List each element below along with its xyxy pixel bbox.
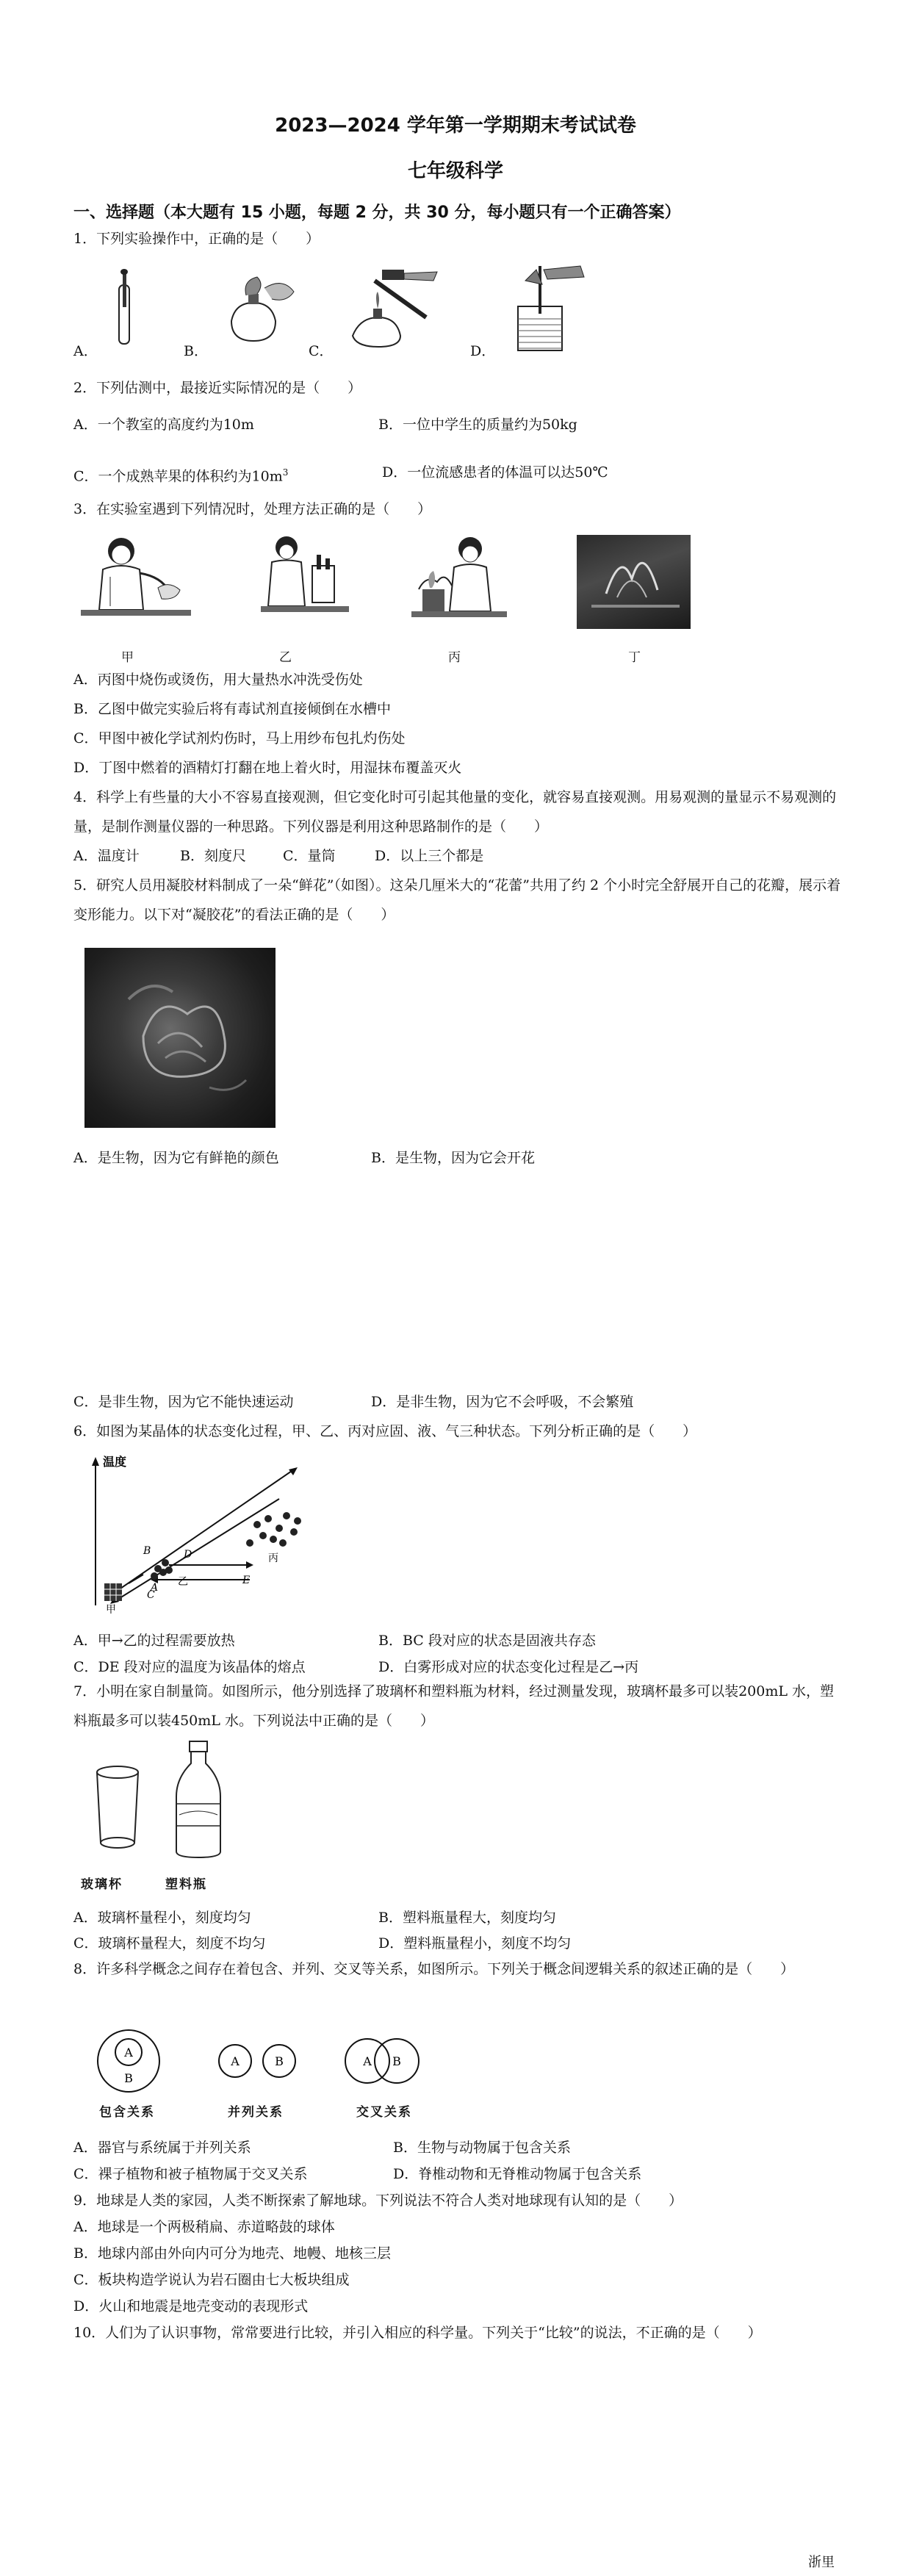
q10-stem: 10．人们为了认识事物，常常要进行比较，并引入相应的科学量。下列关于“比较”的说法，不正确的是（ ） — [73, 2325, 762, 2341]
q8-inclusion-label-b: B — [124, 2071, 133, 2085]
q8-option-c: C．裸子植物和被子植物属于交叉关系 — [73, 2166, 308, 2182]
q3-stem: 3．在实验室遇到下列情况时，处理方法正确的是（ ） — [73, 501, 432, 517]
q8-intersect-label-a: A — [363, 2054, 372, 2068]
q5-option-d: D．是非生物，因为它不会呼吸，不会繁殖 — [371, 1394, 634, 1410]
q7-option-c: C．玻璃杯量程大，刻度不均匀 — [73, 1935, 266, 1951]
q3-option-c: C．甲图中被化学试剂灼伤时，马上用纱布包扎灼伤处 — [73, 730, 406, 746]
q7-option-a: A．玻璃杯量程小，刻度均匀 — [73, 1910, 251, 1926]
q6-y-axis-label: 温度 — [103, 1455, 127, 1469]
q3-caption-jia: 甲 — [121, 650, 134, 665]
q1-stem: 1．下列实验操作中，正确的是（ ） — [73, 231, 320, 247]
q6-state-change-graph — [73, 1451, 323, 1616]
q9-option-d: D．火山和地震是地壳变动的表现形式 — [73, 2298, 309, 2314]
q6-solid-to-gas-arrow — [107, 1467, 298, 1598]
q1-option-a: A． — [73, 343, 98, 359]
section-heading: 一、选择题（本大题有 15 小题，每题 2 分，共 30 分，每小题只有一个正确答案） — [73, 204, 681, 222]
q8-option-b: B．生物与动物属于包含关系 — [393, 2140, 571, 2156]
q6-point-d: D — [184, 1549, 192, 1561]
q8-caption-inclusion: 包含关系 — [99, 2105, 155, 2120]
q8-parallel-label-a: A — [231, 2054, 240, 2068]
q3-caption-yi: 乙 — [279, 650, 292, 665]
q5-option-c: C．是非生物，因为它不能快速运动 — [73, 1394, 294, 1410]
q4-option-a: A．温度计 — [73, 848, 140, 864]
q8-option-d: D．脊椎动物和无脊椎动物属于包含关系 — [393, 2166, 642, 2182]
q1-option-d: D． — [470, 343, 496, 359]
q1-figure-d-dropper-beaker — [500, 266, 595, 354]
q4-option-d: D．以上三个都是 — [375, 848, 484, 864]
q6-solid-block — [104, 1583, 122, 1601]
q7-plastic-bottle — [169, 1741, 228, 1859]
q6-option-d: D．白雾形成对应的状态变化过程是乙→丙 — [378, 1659, 639, 1675]
q6-point-c: C — [147, 1589, 155, 1601]
q8-parallel-label-b: B — [275, 2054, 284, 2068]
q6-option-b: B．BC 段对应的状态是固液共存态 — [378, 1633, 596, 1649]
footer-mark: 浙里 — [808, 2555, 835, 2570]
q3-caption-ding: 丁 — [628, 650, 641, 665]
q3-caption-bing: 丙 — [448, 650, 461, 665]
q6-option-c: C．DE 段对应的温度为该晶体的熔点 — [73, 1659, 306, 1675]
q2-option-c: C．一个成熟苹果的体积约为$10m^3$ — [73, 467, 289, 485]
q5-option-b: B．是生物，因为它会开花 — [371, 1150, 535, 1166]
q9-option-c: C．板块构造学说认为岩石圈由七大板块组成 — [73, 2272, 350, 2288]
q2-option-a: A．一个教室的高度约为10m — [73, 417, 254, 433]
q8-option-a: A．器官与系统属于并列关系 — [73, 2140, 251, 2156]
q8-parallel-circles — [219, 2045, 295, 2077]
q7-option-b: B．塑料瓶量程大，刻度均匀 — [378, 1910, 556, 1926]
q3-option-b: B．乙图中做完实验后将有毒试剂直接倾倒在水槽中 — [73, 701, 391, 717]
q8-inclusion-circles — [98, 2030, 159, 2092]
q8-inclusion-label-a: A — [124, 2046, 133, 2059]
q9-stem: 9．地球是人类的家园，人类不断探索了解地球。下列说法不符合人类对地球现有认知的是（ ） — [73, 2192, 683, 2209]
q1-figure-b-lamp — [213, 273, 301, 347]
q7-option-d: D．塑料瓶量程小，刻度不均匀 — [378, 1935, 572, 1951]
q3-option-d: D．丁图中燃着的酒精灯打翻在地上着火时，用湿抹布覆盖灭火 — [73, 760, 462, 776]
q1-figure-a-dropper — [103, 270, 147, 351]
q4-stem: 4．科学上有些量的大小不容易直接观测，但它变化时可引起其他量的变化，就容易直接观测。用易观测的量显示不易观测的量，是制作测量仪器的一种思路。下列仪器是利用这种思路制作的是（ ） — [73, 789, 837, 835]
q4-option-c: C．量筒 — [283, 848, 336, 864]
q6-option-a: A．甲→乙的过程需要放热 — [73, 1633, 235, 1649]
q6-stem: 6．如图为某晶体的状态变化过程，甲、乙、丙对应固、液、气三种状态。下列分析正确的是（ ） — [73, 1423, 697, 1439]
q9-option-b: B．地球内部由外向内可分为地壳、地幔、地核三层 — [73, 2245, 391, 2262]
q6-liquid-particles — [151, 1559, 173, 1580]
q1-option-c: C． — [309, 343, 334, 359]
q3-option-a: A．丙图中烧伤或烫伤，用大量热水冲洗受伤处 — [73, 672, 363, 688]
q6-state-bing: 丙 — [268, 1553, 278, 1564]
q3-figure-bing — [411, 530, 507, 625]
q5-gel-flower-photo — [84, 948, 276, 1128]
q6-gas-particles — [246, 1512, 301, 1547]
q8-caption-intersect: 交叉关系 — [356, 2105, 412, 2120]
q8-relation-diagram — [88, 2028, 463, 2094]
q3-figure-ding-photo — [577, 535, 691, 629]
q1-option-b: B． — [184, 343, 208, 359]
q8-intersect-label-b: B — [392, 2054, 401, 2068]
q4-option-b: B．刻度尺 — [180, 848, 246, 864]
q3-figure-jia — [81, 533, 191, 625]
q6-state-jia: 甲 — [106, 1604, 116, 1616]
exam-subject: 七年级科学 — [407, 160, 503, 182]
q3-figure-yi — [261, 533, 349, 625]
q2-option-b: B．一位中学生的质量约为50kg — [378, 417, 577, 433]
q5-stem: 5．研究人员用凝胶材料制成了一朵“鲜花”（如图）。这朵几厘米大的“花蕾”共用了约 2 个小时完全舒展开自己的花瓣，展示着变形能力。以下对“凝胶花”的看法正确的是（ ） — [73, 877, 841, 923]
q6-point-a: A — [151, 1582, 159, 1594]
q7-caption-cup: 玻璃杯 — [81, 1877, 123, 1892]
q1-figure-c-heating — [345, 266, 441, 350]
q8-stem: 8．许多科学概念之间存在着包含、并列、交叉等关系，如图所示。下列关于概念间逻辑关系的叙述正确的是（ ） — [73, 1961, 795, 1977]
q8-caption-parallel: 并列关系 — [228, 2105, 284, 2120]
q7-stem: 7．小明在家自制量筒。如图所示，他分别选择了玻璃杯和塑料瓶为材料，经过测量发现，玻璃杯最多可以装200mL 水，塑料瓶最多可以装450mL 水。下列说法中正确的是（ ） — [73, 1683, 835, 1729]
q2-stem: 2．下列估测中，最接近实际情况的是（ ） — [73, 380, 362, 396]
q5-option-a: A．是生物，因为它有鲜艳的颜色 — [73, 1150, 279, 1166]
q2-option-d: D．一位流感患者的体温可以达50℃ — [382, 464, 608, 481]
q7-caption-bottle: 塑料瓶 — [165, 1877, 207, 1892]
exam-title: 2023—2024 学年第一学期期末考试试卷 — [275, 115, 636, 137]
q7-glass-cup — [92, 1763, 143, 1852]
q6-point-e: E — [242, 1575, 251, 1586]
q9-option-a: A．地球是一个两极稍扁、赤道略鼓的球体 — [73, 2219, 335, 2235]
q6-point-b: B — [143, 1545, 151, 1557]
q6-state-yi: 乙 — [178, 1576, 188, 1588]
q8-intersect-circles — [345, 2039, 419, 2083]
